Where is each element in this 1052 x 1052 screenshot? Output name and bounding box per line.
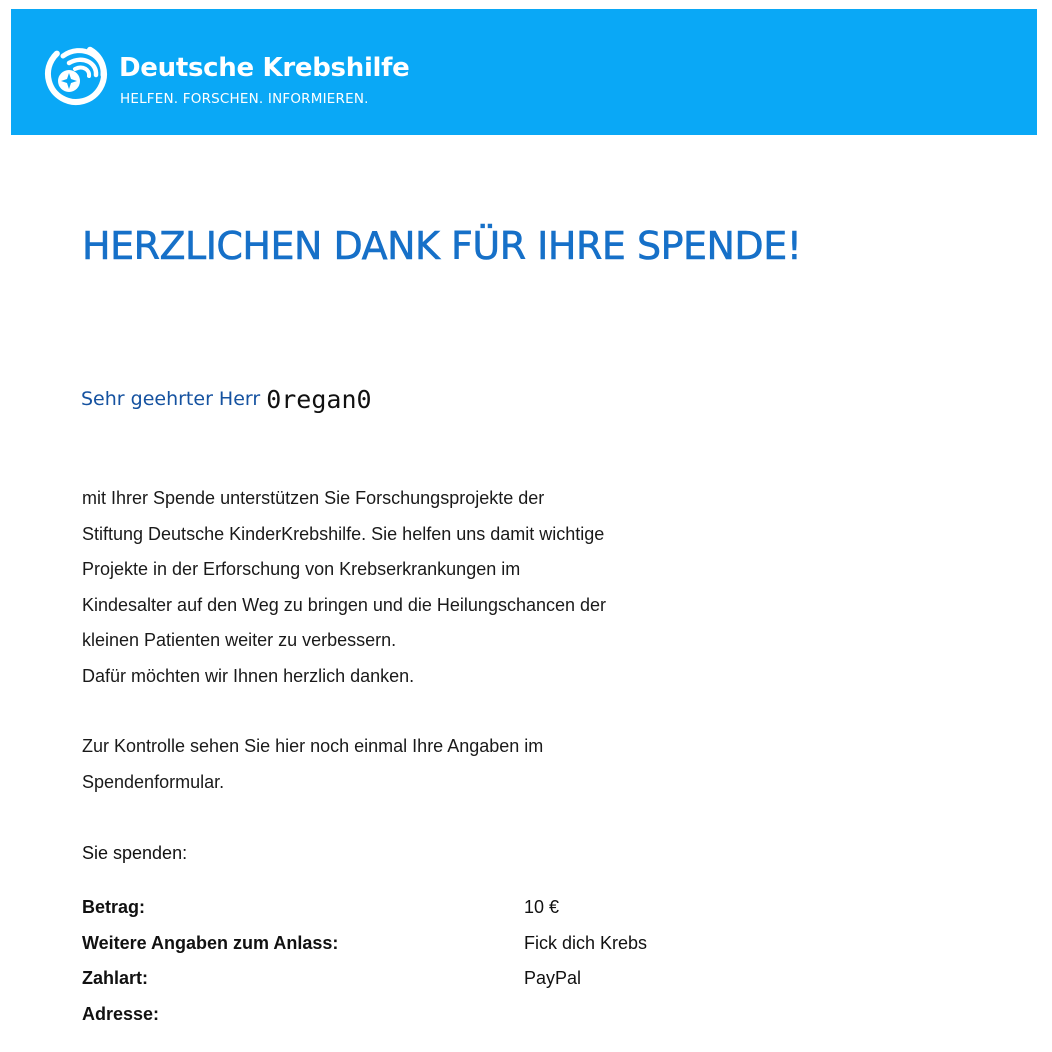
paragraph-line: Projekte in der Erforschung von Krebserkrankungen im	[82, 559, 521, 579]
donor-name: 0regan0	[266, 385, 372, 414]
detail-label: Weitere Angaben zum Anlass:	[82, 932, 339, 953]
detail-label: Betrag:	[82, 897, 146, 917]
paragraph-line: Stiftung Deutsche KinderKrebshilfe. Sie helfen uns damit wichtige	[82, 523, 605, 544]
swirl-star-logo-icon	[41, 37, 111, 107]
brand-tagline: HELFEN. FORSCHEN. INFORMIEREN.	[120, 91, 369, 107]
detail-row-amount	[82, 890, 782, 926]
detail-row-occasion	[82, 926, 782, 962]
detail-value: Fick dich Krebs	[524, 932, 648, 953]
control-paragraph	[82, 729, 722, 800]
paragraph-line: Spendenformular.	[82, 771, 225, 792]
thank-you-paragraph	[82, 481, 722, 694]
detail-value: PayPal	[524, 968, 582, 988]
detail-label: Zahlart:	[82, 968, 149, 988]
donation-details	[82, 890, 782, 1032]
salutation	[81, 382, 372, 414]
detail-row-address	[82, 997, 782, 1033]
paragraph-line: mit Ihrer Spende unterstützen Sie Forschungsprojekte der	[82, 488, 545, 508]
detail-label: Adresse:	[82, 1003, 160, 1024]
brand-name: Deutsche Krebshilfe	[119, 53, 410, 83]
page-title: HERZLICHEN DANK FÜR IHRE SPENDE!	[82, 224, 802, 268]
paragraph-line: Kindesalter auf den Weg zu bringen und die Heilungschancen der	[82, 594, 607, 615]
paragraph-line: Dafür möchten wir Ihnen herzlich danken.	[82, 665, 415, 686]
donation-intro: Sie spenden:	[82, 843, 188, 863]
header-banner	[11, 9, 1037, 135]
paragraph-line: Zur Kontrolle sehen Sie hier noch einmal Ihre Angaben im	[82, 736, 544, 756]
detail-row-payment	[82, 961, 782, 997]
salutation-greeting: Sehr geehrter Herr	[81, 388, 261, 410]
paragraph-line: kleinen Patienten weiter zu verbessern.	[82, 630, 397, 650]
detail-value: 10 €	[524, 897, 560, 917]
